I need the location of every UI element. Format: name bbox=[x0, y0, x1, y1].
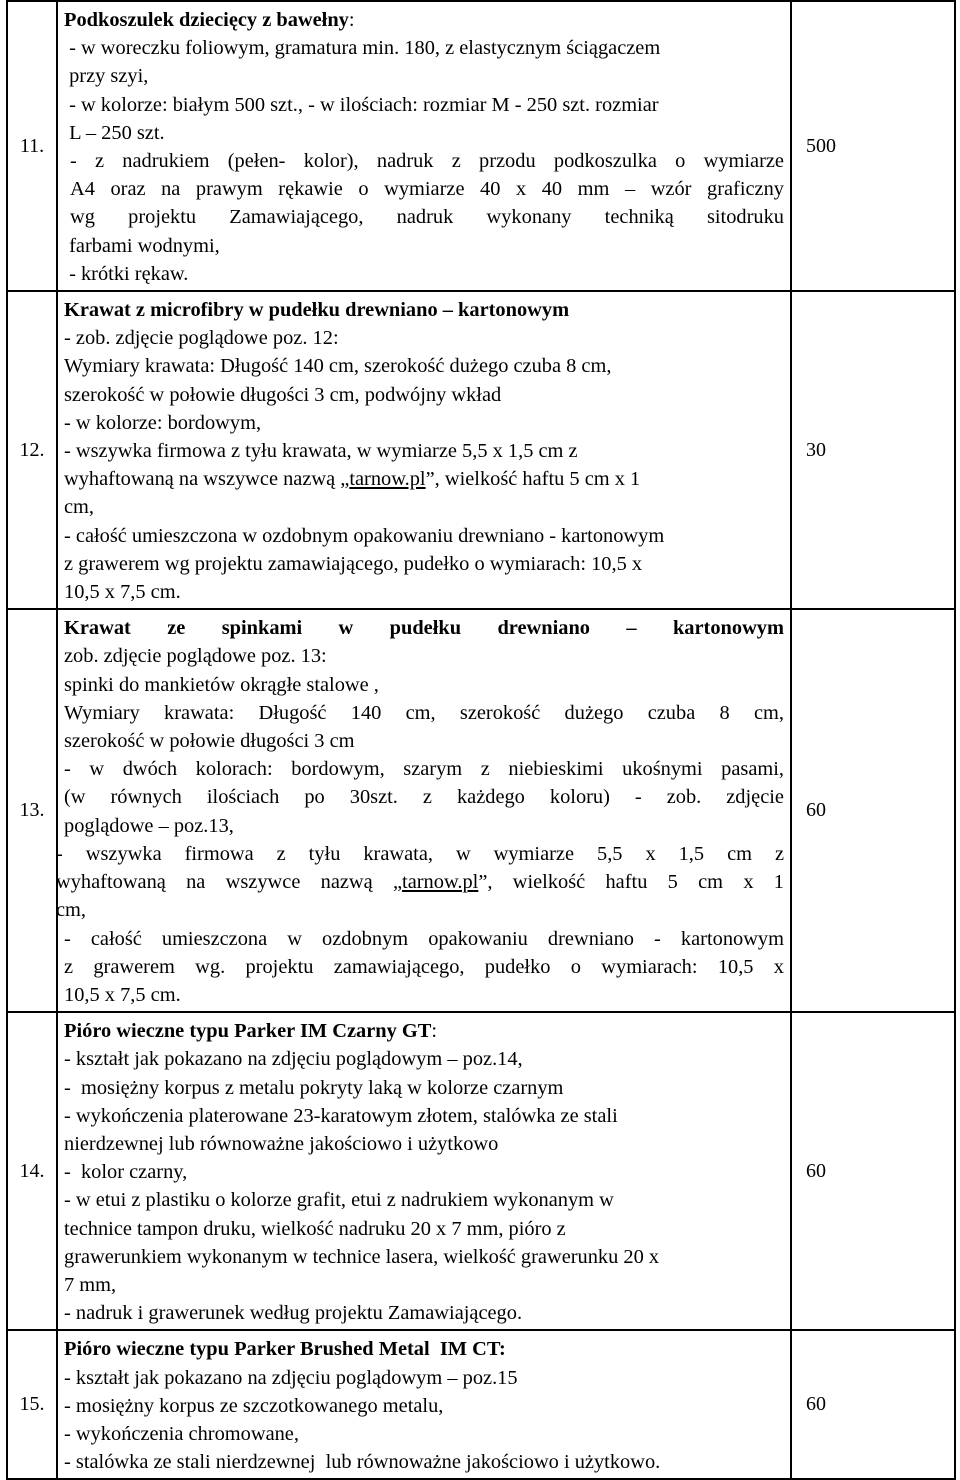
desc-line: przy szyi, bbox=[64, 65, 149, 88]
item-description bbox=[57, 1330, 791, 1479]
desc-line: z grawerem wg. projektu zamawiającego, pudełko o wymiarach: 10,5 x bbox=[64, 955, 784, 978]
desc-line: cm, bbox=[56, 899, 87, 922]
desc-line: - stalówka ze stali nierdzewnej lub równoważne jakościowo i użytkowo. bbox=[64, 1451, 661, 1474]
desc-line: - nadruk i grawerunek według projektu Zamawiającego. bbox=[64, 1302, 523, 1325]
desc-line: grawerunkiem wykonanym w technice lasera, wielkość grawerunku 20 x bbox=[64, 1245, 660, 1268]
desc-line: - całość umieszczona w ozdobnym opakowaniu drewniano - kartonowym bbox=[64, 524, 665, 547]
row-number: 12. bbox=[7, 291, 57, 609]
desc-line-prefix: wyhaftowaną na wszywce nazwą „ bbox=[64, 468, 350, 491]
item-title: Krawat ze spinkami w pudełku drewniano – kartonowym bbox=[64, 617, 784, 640]
desc-line: technice tampon druku, wielkość nadruku 20 x 7 mm, pióro z bbox=[64, 1217, 566, 1240]
table-row-14 bbox=[7, 1012, 955, 1330]
item-description bbox=[57, 609, 791, 1012]
desc-line: 7 mm, bbox=[64, 1273, 117, 1296]
desc-line: - mosiężny korpus z metalu pokryty laką w kolorze czarnym bbox=[64, 1076, 564, 1099]
desc-line: - wszywka firmowa z tyłu krawata, w wymiarze 5,5 x 1,5 cm z bbox=[64, 440, 578, 463]
desc-line: - całość umieszczona w ozdobnym opakowaniu drewniano - kartonowym bbox=[64, 927, 784, 950]
item-description bbox=[57, 1012, 791, 1330]
table-row-13 bbox=[7, 609, 955, 1012]
item-quantity: 60 bbox=[791, 609, 955, 1012]
desc-line-prefix: wyhaftowaną na wszywce nazwą „ bbox=[56, 871, 403, 894]
desc-line: L – 250 szt. bbox=[64, 121, 165, 144]
item-description bbox=[57, 1, 791, 291]
desc-line: Wymiary krawata: Długość 140 cm, szerokość dużego czuba 8 cm, bbox=[64, 355, 612, 378]
table-row-11 bbox=[7, 1, 955, 291]
desc-line: farbami wodnymi, bbox=[64, 234, 220, 257]
item-quantity: 30 bbox=[791, 291, 955, 609]
row-number: 15. bbox=[7, 1330, 57, 1479]
tarnow-link[interactable]: tarnow.pl bbox=[349, 468, 426, 491]
desc-line: 10,5 x 7,5 cm. bbox=[64, 983, 181, 1006]
desc-line: (w równych ilościach po 30szt. z każdego koloru) - zob. zdjęcie bbox=[64, 786, 784, 809]
desc-line: - kolor czarny, bbox=[64, 1161, 188, 1184]
row-number: 13. bbox=[7, 609, 57, 1012]
desc-line: - z nadrukiem (pełen- kolor), nadruk z przodu podkoszulka o wymiarze bbox=[70, 150, 784, 173]
item-quantity: 60 bbox=[791, 1330, 955, 1479]
desc-line: szerokość w połowie długości 3 cm bbox=[64, 730, 355, 753]
item-title: Podkoszulek dziecięcy z bawełny bbox=[64, 9, 349, 31]
desc-line: zob. zdjęcie poglądowe poz. 13: bbox=[64, 645, 327, 668]
desc-line: - mosiężny korpus ze szczotkowanego metalu, bbox=[64, 1394, 444, 1417]
desc-line: 10,5 x 7,5 cm. bbox=[64, 581, 181, 604]
desc-line: nierdzewnej lub równoważne jakościowo i użytkowo bbox=[64, 1132, 499, 1155]
desc-line: - zob. zdjęcie poglądowe poz. 12: bbox=[64, 327, 339, 350]
desc-line-suffix: ”, wielkość haftu 5 cm x 1 bbox=[478, 871, 784, 894]
item-title: Pióro wieczne typu Parker IM Czarny GT bbox=[64, 1020, 432, 1043]
desc-line: - wykończenia chromowane, bbox=[64, 1422, 299, 1445]
item-title: Pióro wieczne typu Parker Brushed Metal IM CT: bbox=[64, 1338, 506, 1361]
table-row-15 bbox=[7, 1330, 955, 1479]
desc-line: - wykończenia platerowane 23-karatowym złotem, stalówka ze stali bbox=[64, 1104, 618, 1127]
desc-line: - wszywka firmowa z tyłu krawata, w wymiarze 5,5 x 1,5 cm z bbox=[56, 842, 784, 865]
desc-line-suffix: ”, wielkość haftu 5 cm x 1 bbox=[425, 468, 641, 491]
item-quantity: 500 bbox=[791, 1, 955, 291]
desc-line: spinki do mankietów okrągłe stalowe , bbox=[64, 673, 379, 696]
tarnow-link[interactable]: tarnow.pl bbox=[402, 871, 479, 894]
item-title: Krawat z microfibry w pudełku drewniano – kartonowym bbox=[64, 299, 570, 322]
desc-line: - kształt jak pokazano na zdjęciu poglądowym – poz.14, bbox=[64, 1048, 523, 1071]
item-title-suffix: : bbox=[348, 9, 355, 31]
desc-line: - w etui z plastiku o kolorze grafit, etui z nadrukiem wykonanym w bbox=[64, 1189, 614, 1212]
table-row-12 bbox=[7, 291, 955, 609]
desc-line: - w woreczku foliowym, gramatura min. 180, z elastycznym ściągaczem bbox=[64, 37, 661, 60]
desc-line: A4 oraz na prawym rękawie o wymiarze 40 x 40 mm – wzór graficzny bbox=[70, 178, 784, 201]
desc-line: - krótki rękaw. bbox=[64, 262, 189, 285]
desc-line: z grawerem wg projektu zamawiającego, pudełko o wymiarach: 10,5 x bbox=[64, 552, 643, 575]
desc-line: - w kolorze: bordowym, bbox=[64, 411, 262, 434]
desc-line: - w dwóch kolorach: bordowym, szarym z niebieskimi ukośnymi pasami, bbox=[64, 758, 784, 781]
row-number: 11. bbox=[7, 1, 57, 291]
desc-line: szerokość w połowie długości 3 cm, podwójny wkład bbox=[64, 383, 502, 406]
desc-line: - w kolorze: białym 500 szt., - w ilościach: rozmiar M - 250 szt. rozmiar bbox=[64, 93, 659, 116]
desc-line: poglądowe – poz.13, bbox=[64, 814, 234, 837]
desc-line: wg projektu Zamawiającego, nadruk wykonany techniką sitodruku bbox=[70, 206, 784, 229]
items-table bbox=[6, 0, 956, 1480]
item-description bbox=[57, 291, 791, 609]
item-title-suffix: : bbox=[431, 1020, 438, 1043]
item-quantity: 60 bbox=[791, 1012, 955, 1330]
desc-line: - kształt jak pokazano na zdjęciu poglądowym – poz.15 bbox=[64, 1366, 518, 1389]
desc-line: cm, bbox=[64, 496, 95, 519]
row-number: 14. bbox=[7, 1012, 57, 1330]
desc-line: Wymiary krawata: Długość 140 cm, szerokość dużego czuba 8 cm, bbox=[64, 701, 784, 724]
